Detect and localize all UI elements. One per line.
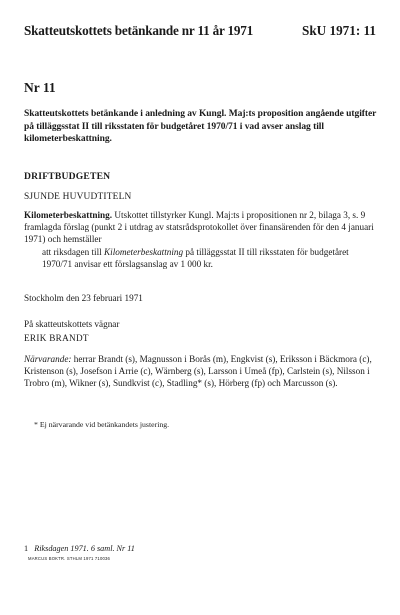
recommendation-lead: Kilometerbeskattning. — [24, 210, 113, 220]
footnote: * Ej närvarande vid betänkandets justering. — [34, 420, 170, 429]
signatory-name: ERIK BRANDT — [24, 333, 89, 343]
present-members — [24, 353, 378, 390]
report-title: Skatteutskottets betänkande i anledning av Kungl. Maj:ts proposition angående utgifter på tilläggsstat II till riksstaten för budgetåret 1970/71 i vad avser anslag till kilometerbeskattning. — [24, 109, 377, 144]
motion-text — [42, 246, 378, 270]
bottom-reference — [24, 544, 135, 553]
present-label: Närvarande: — [24, 354, 72, 364]
bottom-number: 1 — [24, 544, 29, 553]
header-reference: SkU 1971: 11 — [301, 23, 376, 38]
recommendation-text: Utskottet tillstyrker Kungl. Maj:ts i propositionen nr 2, bilaga 3, s. 9 framlagda förslag (punkt 2 i utdrag av statsrådsprotokollet över finansärenden för den 4 januari 1971) och hemställer — [24, 210, 374, 245]
committee-recommendation — [24, 209, 378, 246]
motion-italic: Kilometerbeskattning — [104, 247, 184, 257]
on-behalf-line: På skatteutskottets vägnar — [24, 319, 120, 329]
report-number: Nr 11 — [24, 80, 56, 95]
printer-imprint: MARCUS BOKTR. STHLM 1971 710036 — [28, 556, 111, 561]
header-title: Skatteutskottets betänkande nr 11 år 1971 — [24, 23, 254, 38]
bottom-italic: Riksdagen 1971. 6 saml. Nr 11 — [34, 544, 135, 553]
place-date: Stockholm den 23 februari 1971 — [24, 293, 143, 303]
section-heading: DRIFTBUDGETEN — [24, 171, 111, 182]
present-list: herrar Brandt (s), Magnusson i Borås (m), Engkvist (s), Eriksson i Bäckmora (c), Kristenson (s), Josefson i Arrie (c), Wärnberg (s), Larsson i Umeå (fp), Carlstein (s), Nilsson i Trobro (m), Wikner (s), Sundkvist (c), Stadling* (s), Hörberg (fp) och Marcusson (s). — [24, 354, 372, 389]
page-header — [24, 23, 376, 39]
motion-pre: att riksdagen till — [42, 247, 105, 257]
motion-post: på tilläggsstat II till riksstaten för budgetåret 1970/71 anvisar ett förslagsanslag av 1 000 kr. — [42, 247, 349, 270]
subsection-heading: SJUNDE HUVUDTITELN — [24, 192, 132, 202]
